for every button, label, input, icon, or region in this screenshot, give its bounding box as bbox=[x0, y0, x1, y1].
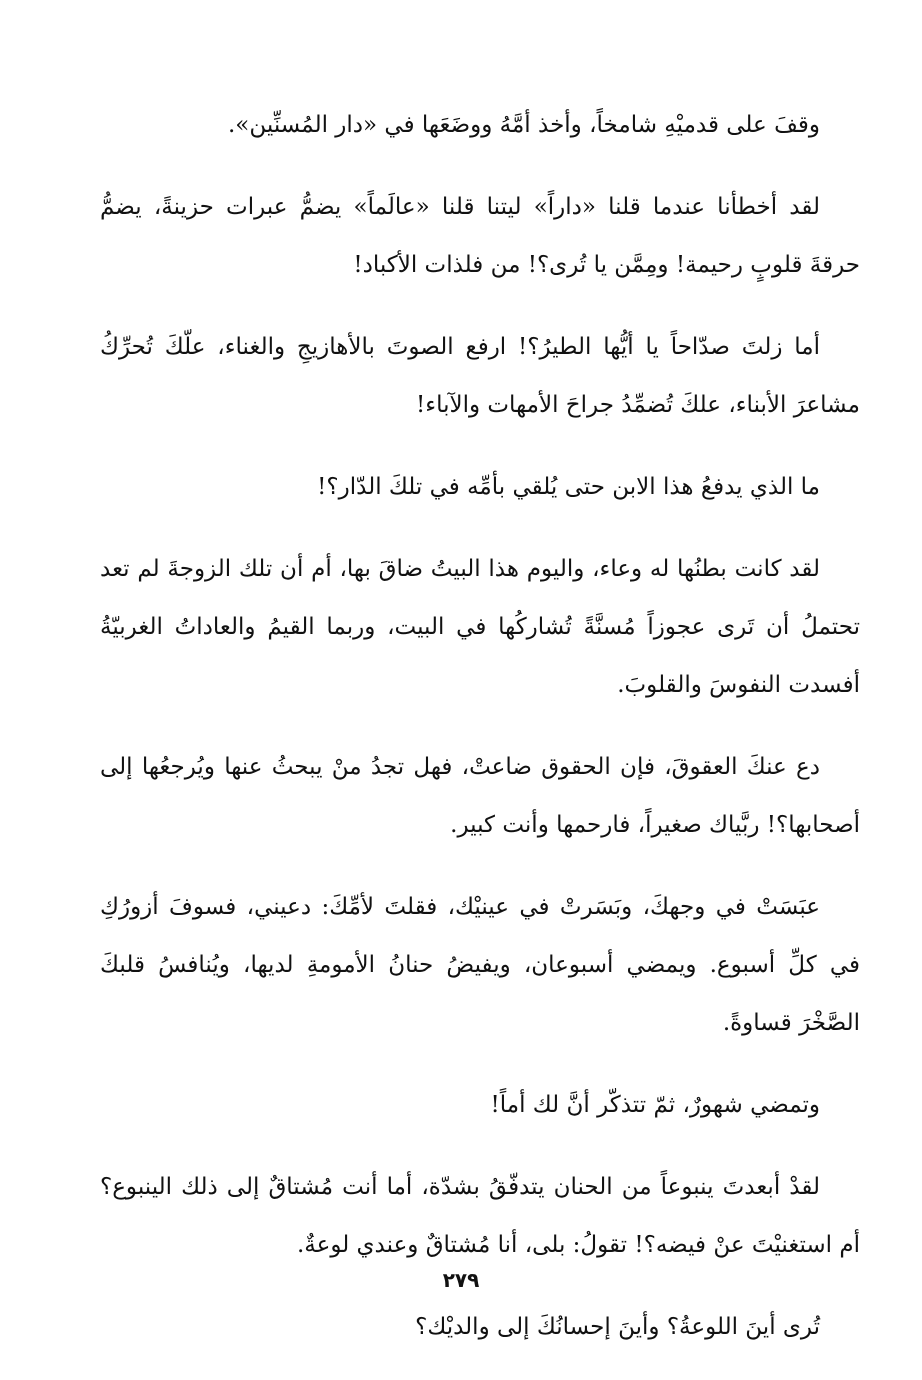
paragraph-1: وقفَ على قدميْهِ شامخاً، وأخذ أمَّهُ ووضَعَها في «دار المُسنِّين». bbox=[228, 112, 820, 138]
page-body-text bbox=[100, 96, 860, 1380]
paragraph-10: تُرى أينَ اللوعةُ؟ وأينَ إحسانُكَ إلى والديْك؟ bbox=[415, 1314, 820, 1340]
paragraph-7: عبَسَتْ في وجهكَ، وبَسَرتْ في عينيْك، فقلتَ لأمِّكَ: دعيني، فسوفَ أزورُكِ في كلِّ أسبوع. ويمضي أسبوعان، ويفيضُ حنانُ الأمومةِ لديها، ويُنافسُ قلبكَ الصَّخْرَ قساوةً. bbox=[100, 894, 860, 1036]
paragraph-4: ما الذي يدفعُ هذا الابن حتى يُلقي بأمِّه في تلكَ الدّار؟! bbox=[317, 474, 820, 500]
paragraph-8: وتمضي شهورٌ، ثمّ تتذكّر أنَّ لك أماً! bbox=[490, 1092, 820, 1118]
paragraph-2: لقد أخطأنا عندما قلنا «داراً» ليتنا قلنا «عالَماً» يضمُّ عبرات حزينةً، يضمُّ حرقةَ قلوبٍ رحيمة! ومِمَّن يا تُرى؟! من فلذات الأكباد! bbox=[100, 194, 860, 278]
paragraph-6: دع عنكَ العقوقَ، فإن الحقوق ضاعتْ، فهل تجدُ منْ يبحثُ عنها ويُرجعُها إلى أصحابها؟! ربَّياك صغيراً، فارحمها وأنت كبير. bbox=[100, 754, 860, 838]
paragraph-9: لقدْ أبعدتَ ينبوعاً من الحنان يتدفّقُ بشدّة، أما أنت مُشتاقٌ إلى ذلك الينبوع؟ أم استغنيْتَ عنْ فيضه؟! تقولُ: بلى، أنا مُشتاقٌ وعندي لوعةٌ. bbox=[100, 1174, 860, 1258]
paragraph-3: أما زلتَ صدّاحاً يا أيُّها الطيرُ؟! ارفع الصوتَ بالأهازيجِ والغناء، علّكَ تُحرِّكُ مشاعرَ الأبناء، علكَ تُضمِّدُ جراحَ الأمهات والآباء! bbox=[100, 334, 860, 418]
page-number: ٢٧٩ bbox=[442, 1268, 480, 1292]
paragraph-5: لقد كانت بطنُها له وعاء، واليوم هذا البيتُ ضاقَ بها، أم أن تلك الزوجةَ لم تعد تحتملُ أن تَرى عجوزاً مُسنَّةً تُشاركُها في البيت، وربما القيمُ والعاداتُ الغربيّةُ أفسدت النفوسَ والقلوبَ. bbox=[100, 556, 860, 698]
